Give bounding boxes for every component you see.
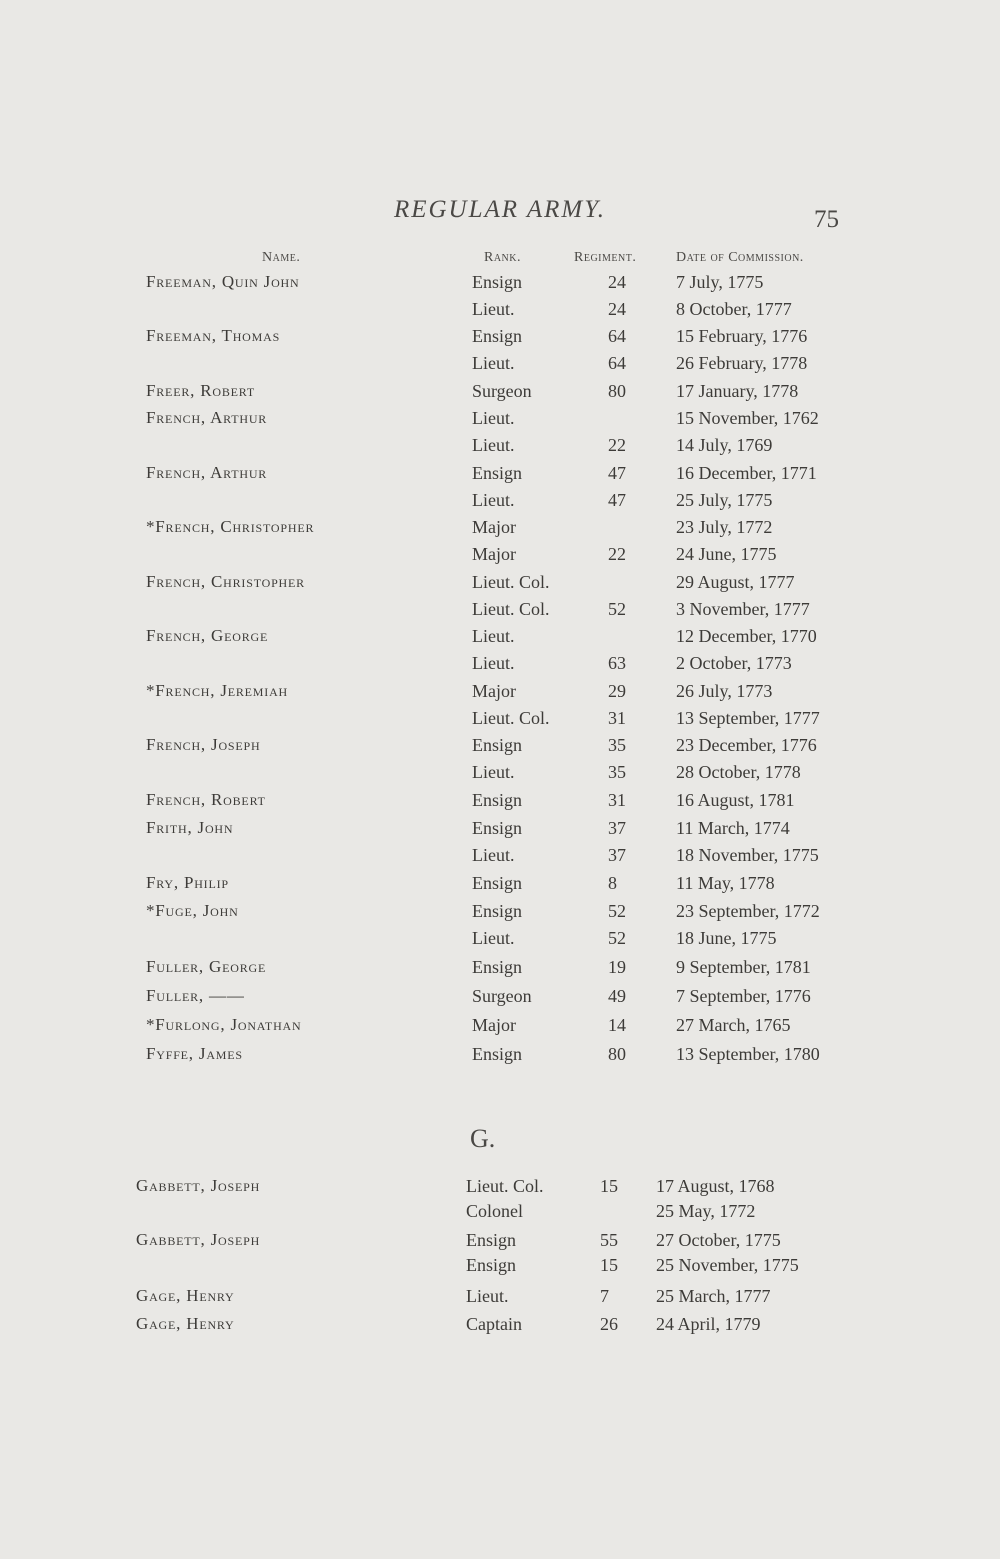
entry-date: 23 September, 1772 xyxy=(676,901,820,921)
entry-name: Gabbett, Joseph xyxy=(136,1176,261,1195)
entry-row xyxy=(0,762,1000,786)
entry-regiment: 80 xyxy=(608,381,626,401)
entry-rank: Lieut. xyxy=(472,762,515,782)
entry-rank: Ensign xyxy=(472,463,523,483)
entry-date: 25 March, 1777 xyxy=(656,1286,771,1306)
entry-regiment: 52 xyxy=(608,901,626,921)
entry-regiment: 64 xyxy=(608,353,626,373)
entry-regiment: 35 xyxy=(608,735,626,755)
entry-rank: Lieut. xyxy=(472,353,515,373)
entry-row xyxy=(0,1255,1000,1279)
entry-rank: Ensign xyxy=(472,1044,523,1064)
entry-regiment: 24 xyxy=(608,272,626,292)
entry-date: 23 December, 1776 xyxy=(676,735,817,755)
entry-regiment: 49 xyxy=(608,986,626,1006)
entry-name: French, Joseph xyxy=(146,735,261,754)
entry-regiment: 15 xyxy=(600,1176,618,1196)
entry-row xyxy=(0,845,1000,869)
entry-name: *Furlong, Jonathan xyxy=(146,1015,302,1034)
entry-rank: Ensign xyxy=(472,901,523,921)
entry-rank: Lieut. xyxy=(472,928,515,948)
entry-row xyxy=(0,735,1000,759)
entry-regiment: 80 xyxy=(608,1044,626,1064)
entry-row xyxy=(0,463,1000,487)
entry-regiment: 24 xyxy=(608,299,626,319)
entry-row xyxy=(0,1015,1000,1039)
entry-regiment: 8 xyxy=(608,873,617,893)
entry-name: *French, Christopher xyxy=(146,517,315,536)
entry-row xyxy=(0,381,1000,405)
entry-rank: Lieut. xyxy=(466,1286,509,1306)
entry-name: *French, Jeremiah xyxy=(146,681,289,700)
entry-name: French, Robert xyxy=(146,790,266,809)
entry-date: 16 August, 1781 xyxy=(676,790,795,810)
entry-name: Gage, Henry xyxy=(136,1314,235,1333)
entry-date: 25 November, 1775 xyxy=(656,1255,799,1275)
entry-date: 13 September, 1777 xyxy=(676,708,820,728)
entry-rank: Major xyxy=(472,517,516,537)
entry-row xyxy=(0,626,1000,650)
entry-regiment: 31 xyxy=(608,708,626,728)
entry-date: 26 July, 1773 xyxy=(676,681,773,701)
entry-row xyxy=(0,408,1000,432)
entry-row xyxy=(0,1201,1000,1225)
entry-rank: Surgeon xyxy=(472,381,532,401)
entry-name: Frith, John xyxy=(146,818,234,837)
entry-row xyxy=(0,272,1000,296)
entry-regiment: 14 xyxy=(608,1015,626,1035)
entry-date: 9 September, 1781 xyxy=(676,957,811,977)
entry-date: 14 July, 1769 xyxy=(676,435,773,455)
entry-rank: Lieut. Col. xyxy=(472,599,550,619)
entry-regiment: 55 xyxy=(600,1230,618,1250)
entry-name: French, George xyxy=(146,626,269,645)
entry-date: 17 January, 1778 xyxy=(676,381,799,401)
entry-date: 16 December, 1771 xyxy=(676,463,817,483)
running-head-title: REGULAR ARMY. xyxy=(393,196,607,223)
entry-row xyxy=(0,353,1000,377)
entry-rank: Ensign xyxy=(472,326,523,346)
entry-date: 11 May, 1778 xyxy=(676,873,775,893)
entry-name: Fyffe, James xyxy=(146,1044,243,1063)
entry-name: Fuller, George xyxy=(146,957,267,976)
entry-date: 26 February, 1778 xyxy=(676,353,808,373)
entry-rank: Colonel xyxy=(466,1201,523,1221)
entry-rank: Lieut. xyxy=(472,299,515,319)
entry-row xyxy=(0,544,1000,568)
entry-row xyxy=(0,299,1000,323)
entry-date: 17 August, 1768 xyxy=(656,1176,775,1196)
entry-row xyxy=(0,435,1000,459)
entry-name: Fry, Philip xyxy=(146,873,229,892)
entry-row xyxy=(0,681,1000,705)
entry-regiment: 52 xyxy=(608,928,626,948)
entry-date: 13 September, 1780 xyxy=(676,1044,820,1064)
entry-row xyxy=(0,1286,1000,1310)
entry-date: 28 October, 1778 xyxy=(676,762,801,782)
entry-regiment: 15 xyxy=(600,1255,618,1275)
entry-date: 8 October, 1777 xyxy=(676,299,792,319)
entry-date: 29 August, 1777 xyxy=(676,572,795,592)
entry-regiment: 26 xyxy=(600,1314,618,1334)
entry-name: French, Christopher xyxy=(146,572,305,591)
entry-row xyxy=(0,957,1000,981)
column-header-date: Date of Commission. xyxy=(676,250,804,265)
entry-rank: Major xyxy=(472,681,516,701)
entry-regiment: 22 xyxy=(608,435,626,455)
entry-rank: Lieut. xyxy=(472,408,515,428)
entry-date: 3 November, 1777 xyxy=(676,599,810,619)
entry-date: 15 November, 1762 xyxy=(676,408,819,428)
entry-date: 24 June, 1775 xyxy=(676,544,777,564)
entry-row xyxy=(0,653,1000,677)
entry-regiment: 31 xyxy=(608,790,626,810)
entry-regiment: 22 xyxy=(608,544,626,564)
column-header-regiment: Regiment. xyxy=(574,250,637,265)
entry-row xyxy=(0,790,1000,814)
entry-row xyxy=(0,1230,1000,1254)
entry-rank: Lieut. Col. xyxy=(466,1176,544,1196)
entry-rank: Major xyxy=(472,1015,516,1035)
entry-date: 25 July, 1775 xyxy=(676,490,773,510)
column-header-rank: Rank. xyxy=(484,250,522,265)
entry-rank: Captain xyxy=(466,1314,522,1334)
entry-rank: Ensign xyxy=(472,873,523,893)
entry-regiment: 52 xyxy=(608,599,626,619)
entry-row xyxy=(0,1314,1000,1338)
entry-row xyxy=(0,599,1000,623)
entry-regiment: 47 xyxy=(608,490,626,510)
entry-name: Gage, Henry xyxy=(136,1286,235,1305)
entry-row xyxy=(0,490,1000,514)
entry-name: Freeman, Thomas xyxy=(146,326,281,345)
entry-rank: Lieut. Col. xyxy=(472,572,550,592)
entry-date: 12 December, 1770 xyxy=(676,626,817,646)
entry-row xyxy=(0,818,1000,842)
section-letter: G. xyxy=(470,1124,496,1153)
page-number: 75 xyxy=(814,206,839,233)
entry-regiment: 63 xyxy=(608,653,626,673)
entry-rank: Surgeon xyxy=(472,986,532,1006)
entry-rank: Lieut. Col. xyxy=(472,708,550,728)
entry-row xyxy=(0,1176,1000,1200)
entry-row xyxy=(0,572,1000,596)
entry-date: 27 March, 1765 xyxy=(676,1015,791,1035)
entry-regiment: 37 xyxy=(608,845,626,865)
entry-name: Gabbett, Joseph xyxy=(136,1230,261,1249)
entry-row xyxy=(0,986,1000,1010)
entry-date: 2 October, 1773 xyxy=(676,653,792,673)
entry-rank: Ensign xyxy=(466,1255,517,1275)
entry-date: 25 May, 1772 xyxy=(656,1201,756,1221)
entry-rank: Lieut. xyxy=(472,626,515,646)
entry-date: 7 September, 1776 xyxy=(676,986,811,1006)
entry-date: 24 April, 1779 xyxy=(656,1314,761,1334)
column-header-name: Name. xyxy=(262,250,301,265)
entry-name: Freer, Robert xyxy=(146,381,255,400)
entry-name: Fuller, —— xyxy=(146,986,245,1005)
entry-row xyxy=(0,1044,1000,1068)
entry-rank: Major xyxy=(472,544,516,564)
entry-name: French, Arthur xyxy=(146,463,268,482)
entry-date: 27 October, 1775 xyxy=(656,1230,781,1250)
entry-rank: Ensign xyxy=(466,1230,517,1250)
entry-date: 18 June, 1775 xyxy=(676,928,777,948)
entry-regiment: 64 xyxy=(608,326,626,346)
entry-rank: Ensign xyxy=(472,818,523,838)
entry-rank: Lieut. xyxy=(472,490,515,510)
entry-date: 11 March, 1774 xyxy=(676,818,790,838)
entry-name: Freeman, Quin John xyxy=(146,272,300,291)
entry-name: *Fuge, John xyxy=(146,901,239,920)
entry-regiment: 19 xyxy=(608,957,626,977)
entry-row xyxy=(0,708,1000,732)
entry-row xyxy=(0,326,1000,350)
entry-date: 23 July, 1772 xyxy=(676,517,773,537)
entry-date: 15 February, 1776 xyxy=(676,326,808,346)
entry-regiment: 7 xyxy=(600,1286,609,1306)
entry-rank: Lieut. xyxy=(472,435,515,455)
entry-regiment: 35 xyxy=(608,762,626,782)
entry-regiment: 47 xyxy=(608,463,626,483)
entry-rank: Ensign xyxy=(472,790,523,810)
entry-regiment: 29 xyxy=(608,681,626,701)
entry-row xyxy=(0,873,1000,897)
entry-name: French, Arthur xyxy=(146,408,268,427)
entry-rank: Ensign xyxy=(472,957,523,977)
entry-row xyxy=(0,901,1000,925)
entry-rank: Ensign xyxy=(472,735,523,755)
entry-row xyxy=(0,517,1000,541)
entry-regiment: 37 xyxy=(608,818,626,838)
entry-row xyxy=(0,928,1000,952)
entry-rank: Lieut. xyxy=(472,653,515,673)
entry-date: 7 July, 1775 xyxy=(676,272,764,292)
entry-rank: Ensign xyxy=(472,272,523,292)
entry-rank: Lieut. xyxy=(472,845,515,865)
entry-date: 18 November, 1775 xyxy=(676,845,819,865)
